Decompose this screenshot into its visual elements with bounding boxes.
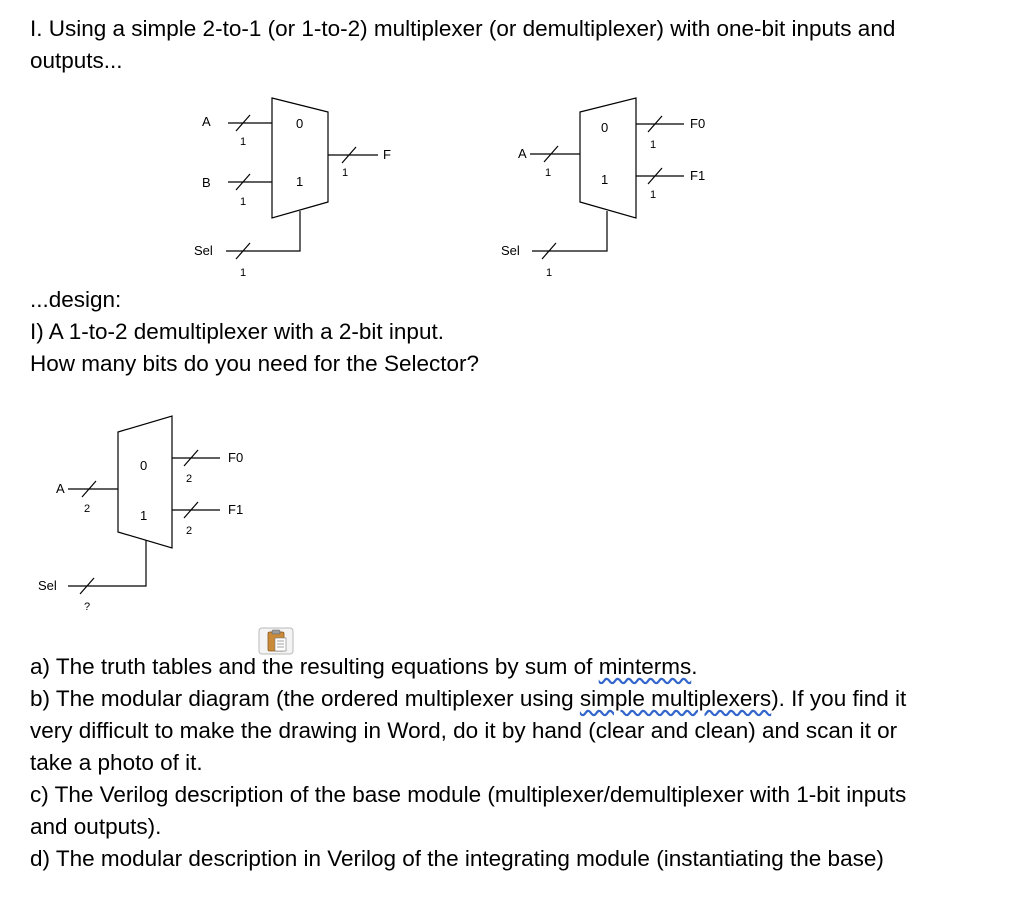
design-task: I) A 1-to-2 demultiplexer with a 2-bit input. xyxy=(30,319,444,344)
mux-sel-width: 1 xyxy=(240,267,247,279)
demux2-input-width: 2 xyxy=(84,503,91,515)
title-line-2: outputs... xyxy=(30,48,123,73)
question-d-line-1: d) The modular description in Verilog of the integrating module (instantiating the base) xyxy=(30,846,884,871)
mux-input-b-width: 1 xyxy=(240,196,247,208)
demux-out0-label: F0 xyxy=(690,116,706,131)
demux2-sel-label: Sel xyxy=(38,578,57,593)
question-b-line-2: very difficult to make the drawing in Word, do it by hand (clear and clean) and scan it or xyxy=(30,718,898,743)
title-line-1: I. Using a simple 2-to-1 (or 1-to-2) multiplexer (or demultiplexer) with one-bit inputs and xyxy=(30,16,896,41)
demux-input-a-label: A xyxy=(518,146,527,161)
demux-port-0-label: 0 xyxy=(601,120,609,135)
mux-output-width: 1 xyxy=(342,167,349,179)
demux2-out1-label: F1 xyxy=(228,502,244,517)
simple-multiplexers-spellcheck-phrase[interactable]: simple multiplexers xyxy=(579,686,772,711)
question-b-line-1 xyxy=(30,683,906,715)
demux2-out1-width: 2 xyxy=(186,525,193,537)
demux-input-width: 1 xyxy=(545,167,552,179)
demux2-out0-width: 2 xyxy=(186,473,193,485)
mux-output-label: F xyxy=(383,147,391,162)
questions-section xyxy=(30,651,906,875)
question-a-prefix: a) The truth tables and the resulting equations by sum of xyxy=(30,654,599,679)
demux-out1-width: 1 xyxy=(650,189,657,201)
question-b-modular-word: modular xyxy=(100,686,183,711)
mux-port-1-label: 1 xyxy=(296,174,304,189)
demux2-input-a-label: A xyxy=(56,481,65,496)
question-b-part-2: diagram (the ordered multiplexer using xyxy=(182,686,580,711)
demux2-body xyxy=(118,416,172,548)
mux-input-a-label: A xyxy=(202,114,211,129)
demux-out0-width: 1 xyxy=(650,139,657,151)
demux2-sel-width: ? xyxy=(84,601,91,613)
demux2-sel-wire xyxy=(68,540,146,586)
question-a-suffix: . xyxy=(691,654,698,679)
question-c-line-2: and outputs). xyxy=(30,814,162,839)
mux-input-b-label: B xyxy=(202,175,211,190)
demux2-port-1-label: 1 xyxy=(140,508,148,523)
question-b-line-3: take a photo of it. xyxy=(30,750,203,775)
demux-port-1-label: 1 xyxy=(601,172,609,187)
design-heading: ...design: xyxy=(30,287,122,312)
question-b-part-3: ). If you find it xyxy=(771,686,907,711)
minterms-spellcheck-word[interactable]: minterms xyxy=(598,654,692,679)
question-c-line-1: c) The Verilog description of the base module (multiplexer/demultiplexer with 1-bit inputs xyxy=(30,782,907,807)
demux-sel-width: 1 xyxy=(546,267,553,279)
mux-port-0-label: 0 xyxy=(296,116,304,131)
design-question: How many bits do you need for the Selector? xyxy=(30,351,480,376)
question-b-part-1: b) The xyxy=(30,686,101,711)
demux-sel-label: Sel xyxy=(501,243,520,258)
demux2-out0-label: F0 xyxy=(228,450,244,465)
question-a xyxy=(30,651,906,683)
demux-out1-label: F1 xyxy=(690,168,706,183)
mux-sel-label: Sel xyxy=(194,243,213,258)
mux-input-a-width: 1 xyxy=(240,136,247,148)
demux2-port-0-label: 0 xyxy=(140,458,148,473)
